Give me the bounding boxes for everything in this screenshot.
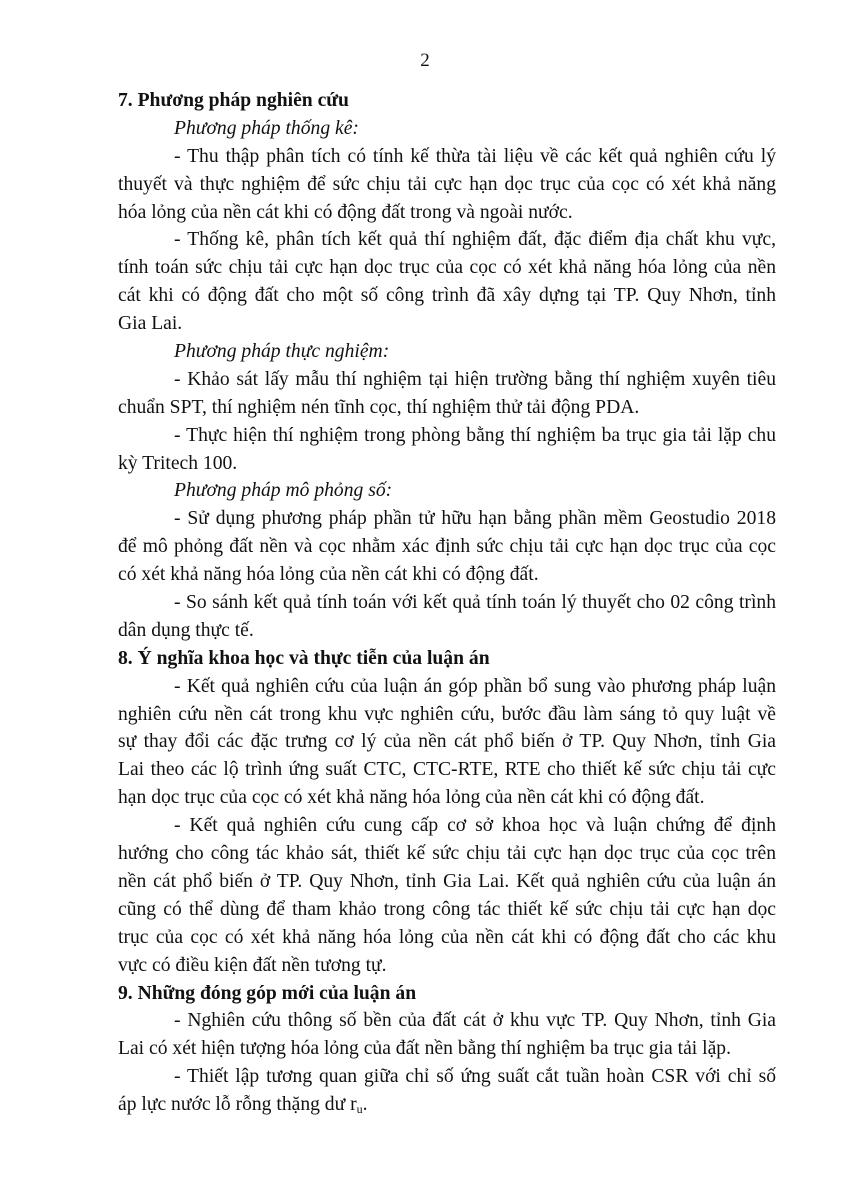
paragraph-line: hướng cho công tác khảo sát, thiết kế sức chịu tải cực hạn dọc trục của cọc trên [118, 843, 776, 865]
paragraph-line: hóa lỏng của nền cát khi có động đất trong và ngoài nước. [118, 201, 573, 223]
paragraph-line: vực có điều kiện đất nền tương tự. [118, 954, 387, 976]
subscript: u [356, 1102, 363, 1117]
paragraph-line: - Thống kê, phân tích kết quả thí nghiệm đất, đặc điểm địa chất khu vực, [174, 229, 776, 251]
paragraph [118, 673, 776, 812]
paragraph-line: nền cát phổ biến ở TP. Quy Nhơn, tỉnh Gia Lai. Kết quả nghiên cứu của luận án [118, 870, 776, 892]
paragraph-line: - So sánh kết quả tính toán với kết quả tính toán lý thuyết cho 02 công trình [174, 592, 776, 614]
paragraph [118, 589, 776, 645]
paragraph-line: trục của cọc có xét khả năng hóa lỏng của nền cát khi có động đất cho các khu [118, 926, 776, 948]
paragraph-line: - Nghiên cứu thông số bền của đất cát ở khu vực TP. Quy Nhơn, tỉnh Gia [174, 1010, 776, 1032]
paragraph-line: - Thực hiện thí nghiệm trong phòng bằng thí nghiệm ba trục gia tải lặp chu [174, 424, 776, 446]
paragraph [118, 143, 776, 227]
paragraph-line: kỳ Tritech 100. [118, 452, 238, 474]
paragraph-line: hạn dọc trục của cọc có xét khả năng hóa lỏng của nền cát khi có động đất. [118, 787, 705, 809]
paragraph [118, 1007, 776, 1063]
paragraph-line: sự thay đổi các đặc trưng cơ lý của nền cát phổ biến ở TP. Quy Nhơn, tỉnh Gia [118, 731, 776, 753]
paragraph-line: Lai theo các lộ trình ứng suất CTC, CTC-RTE, RTE cho thiết kế sức chịu tải cực [118, 759, 776, 781]
paragraph-line: cát khi có động đất cho một số công trình đã xây dựng tại TP. Quy Nhơn, tỉnh [118, 285, 776, 307]
section-heading: 9. Những đóng góp mới của luận án [118, 982, 417, 1004]
line-text: áp lực nước lỗ rỗng thặng dư r [118, 1094, 357, 1116]
paragraph-line: - Kết quả nghiên cứu cung cấp cơ sở khoa học và luận chứng để định [174, 815, 776, 837]
paragraph [118, 505, 776, 589]
paragraph-line: chuẩn SPT, thí nghiệm nén tĩnh cọc, thí nghiệm thử tải động PDA. [118, 396, 640, 418]
page-number: 2 [420, 50, 430, 71]
paragraph-line: - Thiết lập tương quan giữa chỉ số ứng suất cắt tuần hoàn CSR với chỉ số [174, 1066, 776, 1088]
paragraph-line: - Thu thập phân tích có tính kế thừa tài liệu về các kết quả nghiên cứu lý [174, 145, 776, 167]
paragraph [118, 422, 776, 478]
subheading: Phương pháp thống kê: [174, 117, 359, 139]
paragraph [118, 366, 776, 422]
document-body [118, 87, 776, 1119]
paragraph-line: thuyết và thực nghiệm để sức chịu tải cực hạn dọc trục của cọc có xét khả năng [118, 173, 776, 195]
paragraph-line: - Sử dụng phương pháp phần tử hữu hạn bằng phần mềm Geostudio 2018 [174, 508, 776, 530]
paragraph-line: cũng có thể dùng để tham khảo trong công tác thiết kế sức chịu tải cực hạn dọc [118, 898, 776, 920]
section-heading: 8. Ý nghĩa khoa học và thực tiễn của luận án [118, 647, 490, 669]
paragraph [118, 812, 776, 979]
paragraph-line: tính toán sức chịu tải cực hạn dọc trục của cọc có xét khả năng hóa lỏng của nền [118, 257, 776, 279]
paragraph-line: Gia Lai. [118, 313, 183, 335]
paragraph-line [118, 1091, 776, 1119]
line-suffix: . [362, 1094, 368, 1116]
subheading: Phương pháp mô phỏng số: [174, 480, 393, 502]
paragraph-line: - Khảo sát lấy mẫu thí nghiệm tại hiện trường bằng thí nghiệm xuyên tiêu [174, 368, 776, 390]
paragraph [118, 1063, 776, 1119]
paragraph [118, 226, 776, 338]
paragraph-line: nghiên cứu nền cát trong khu vực nghiên cứu, bước đầu làm sáng tỏ quy luật về [118, 703, 776, 725]
paragraph-line: dân dụng thực tế. [118, 619, 254, 641]
paragraph-line: để mô phỏng đất nền và cọc nhằm xác định sức chịu tải cực hạn dọc trục của cọc [118, 536, 776, 558]
paragraph-line: có xét khả năng hóa lỏng của nền cát khi có động đất. [118, 564, 539, 586]
paragraph-line: Lai có xét hiện tượng hóa lỏng của đất nền bằng thí nghiệm ba trục gia tải lặp. [118, 1038, 731, 1060]
paragraph-line: - Kết quả nghiên cứu của luận án góp phần bổ sung vào phương pháp luận [174, 675, 776, 697]
subheading: Phương pháp thực nghiệm: [174, 341, 390, 363]
section-heading: 7. Phương pháp nghiên cứu [118, 90, 349, 111]
